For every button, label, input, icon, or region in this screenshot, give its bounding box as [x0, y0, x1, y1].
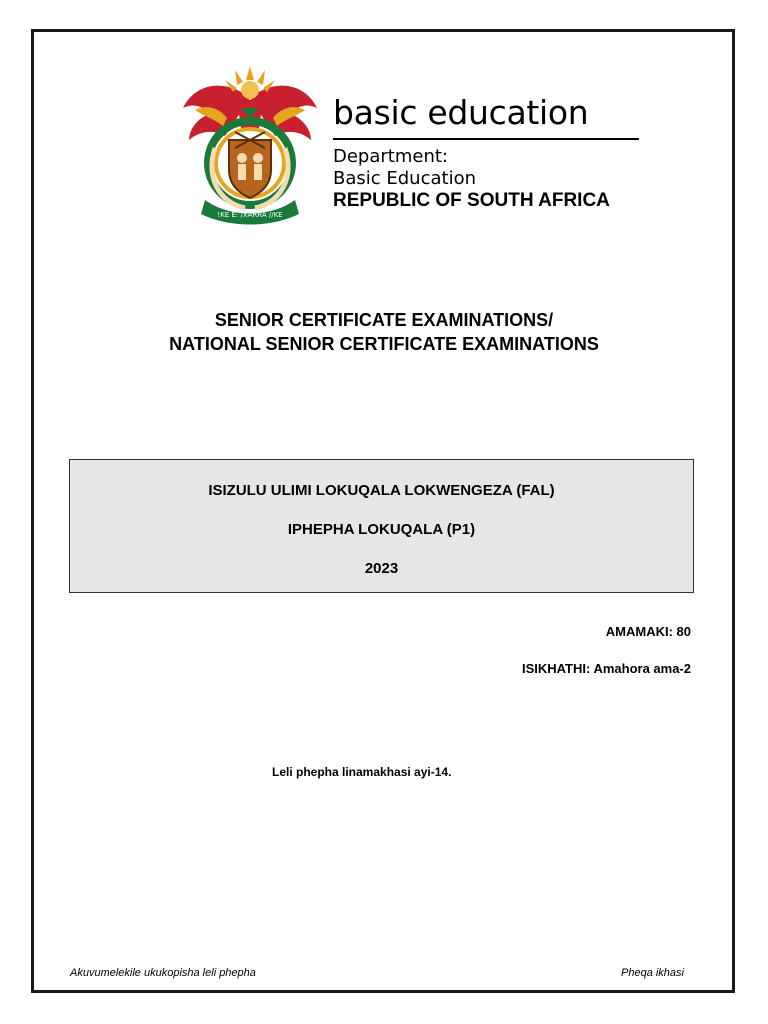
- exam-heading-line-1: SENIOR CERTIFICATE EXAMINATIONS/: [214, 310, 554, 330]
- exam-year: 2023: [364, 560, 399, 577]
- subject-name: ISIZULU ULIMI LOKUQALA LOKWENGEZA (FAL): [208, 482, 555, 499]
- exam-duration: ISIKHATHI: Amahora ama-2: [521, 661, 691, 676]
- turn-page-note: Pheqa ikhasi: [621, 967, 684, 979]
- exam-info: [522, 623, 691, 697]
- exam-heading: [0, 308, 768, 356]
- department-name: Basic Education: [333, 168, 476, 189]
- motto-text: !KE E: /XARRA //KE: [217, 211, 283, 219]
- department-header: [175, 58, 645, 228]
- department-label: Department:: [333, 146, 448, 167]
- subject-box: [69, 459, 694, 593]
- paper-number: IPHEPHA LOKUQALA (P1): [287, 521, 476, 538]
- coat-of-arms-logo: [175, 58, 325, 226]
- brand-block: [333, 94, 643, 212]
- brand-title: basic education: [333, 94, 639, 140]
- country-name: REPUBLIC OF SOUTH AFRICA: [333, 190, 610, 211]
- exam-heading-line-2: NATIONAL SENIOR CERTIFICATE EXAMINATIONS: [169, 334, 599, 354]
- copyright-notice: Akuvumelekile ukukopisha leli phepha: [70, 967, 256, 979]
- total-marks: AMAMAKI: 80: [605, 624, 691, 639]
- page-count-note: Leli phepha linamakhasi ayi-14.: [272, 765, 452, 779]
